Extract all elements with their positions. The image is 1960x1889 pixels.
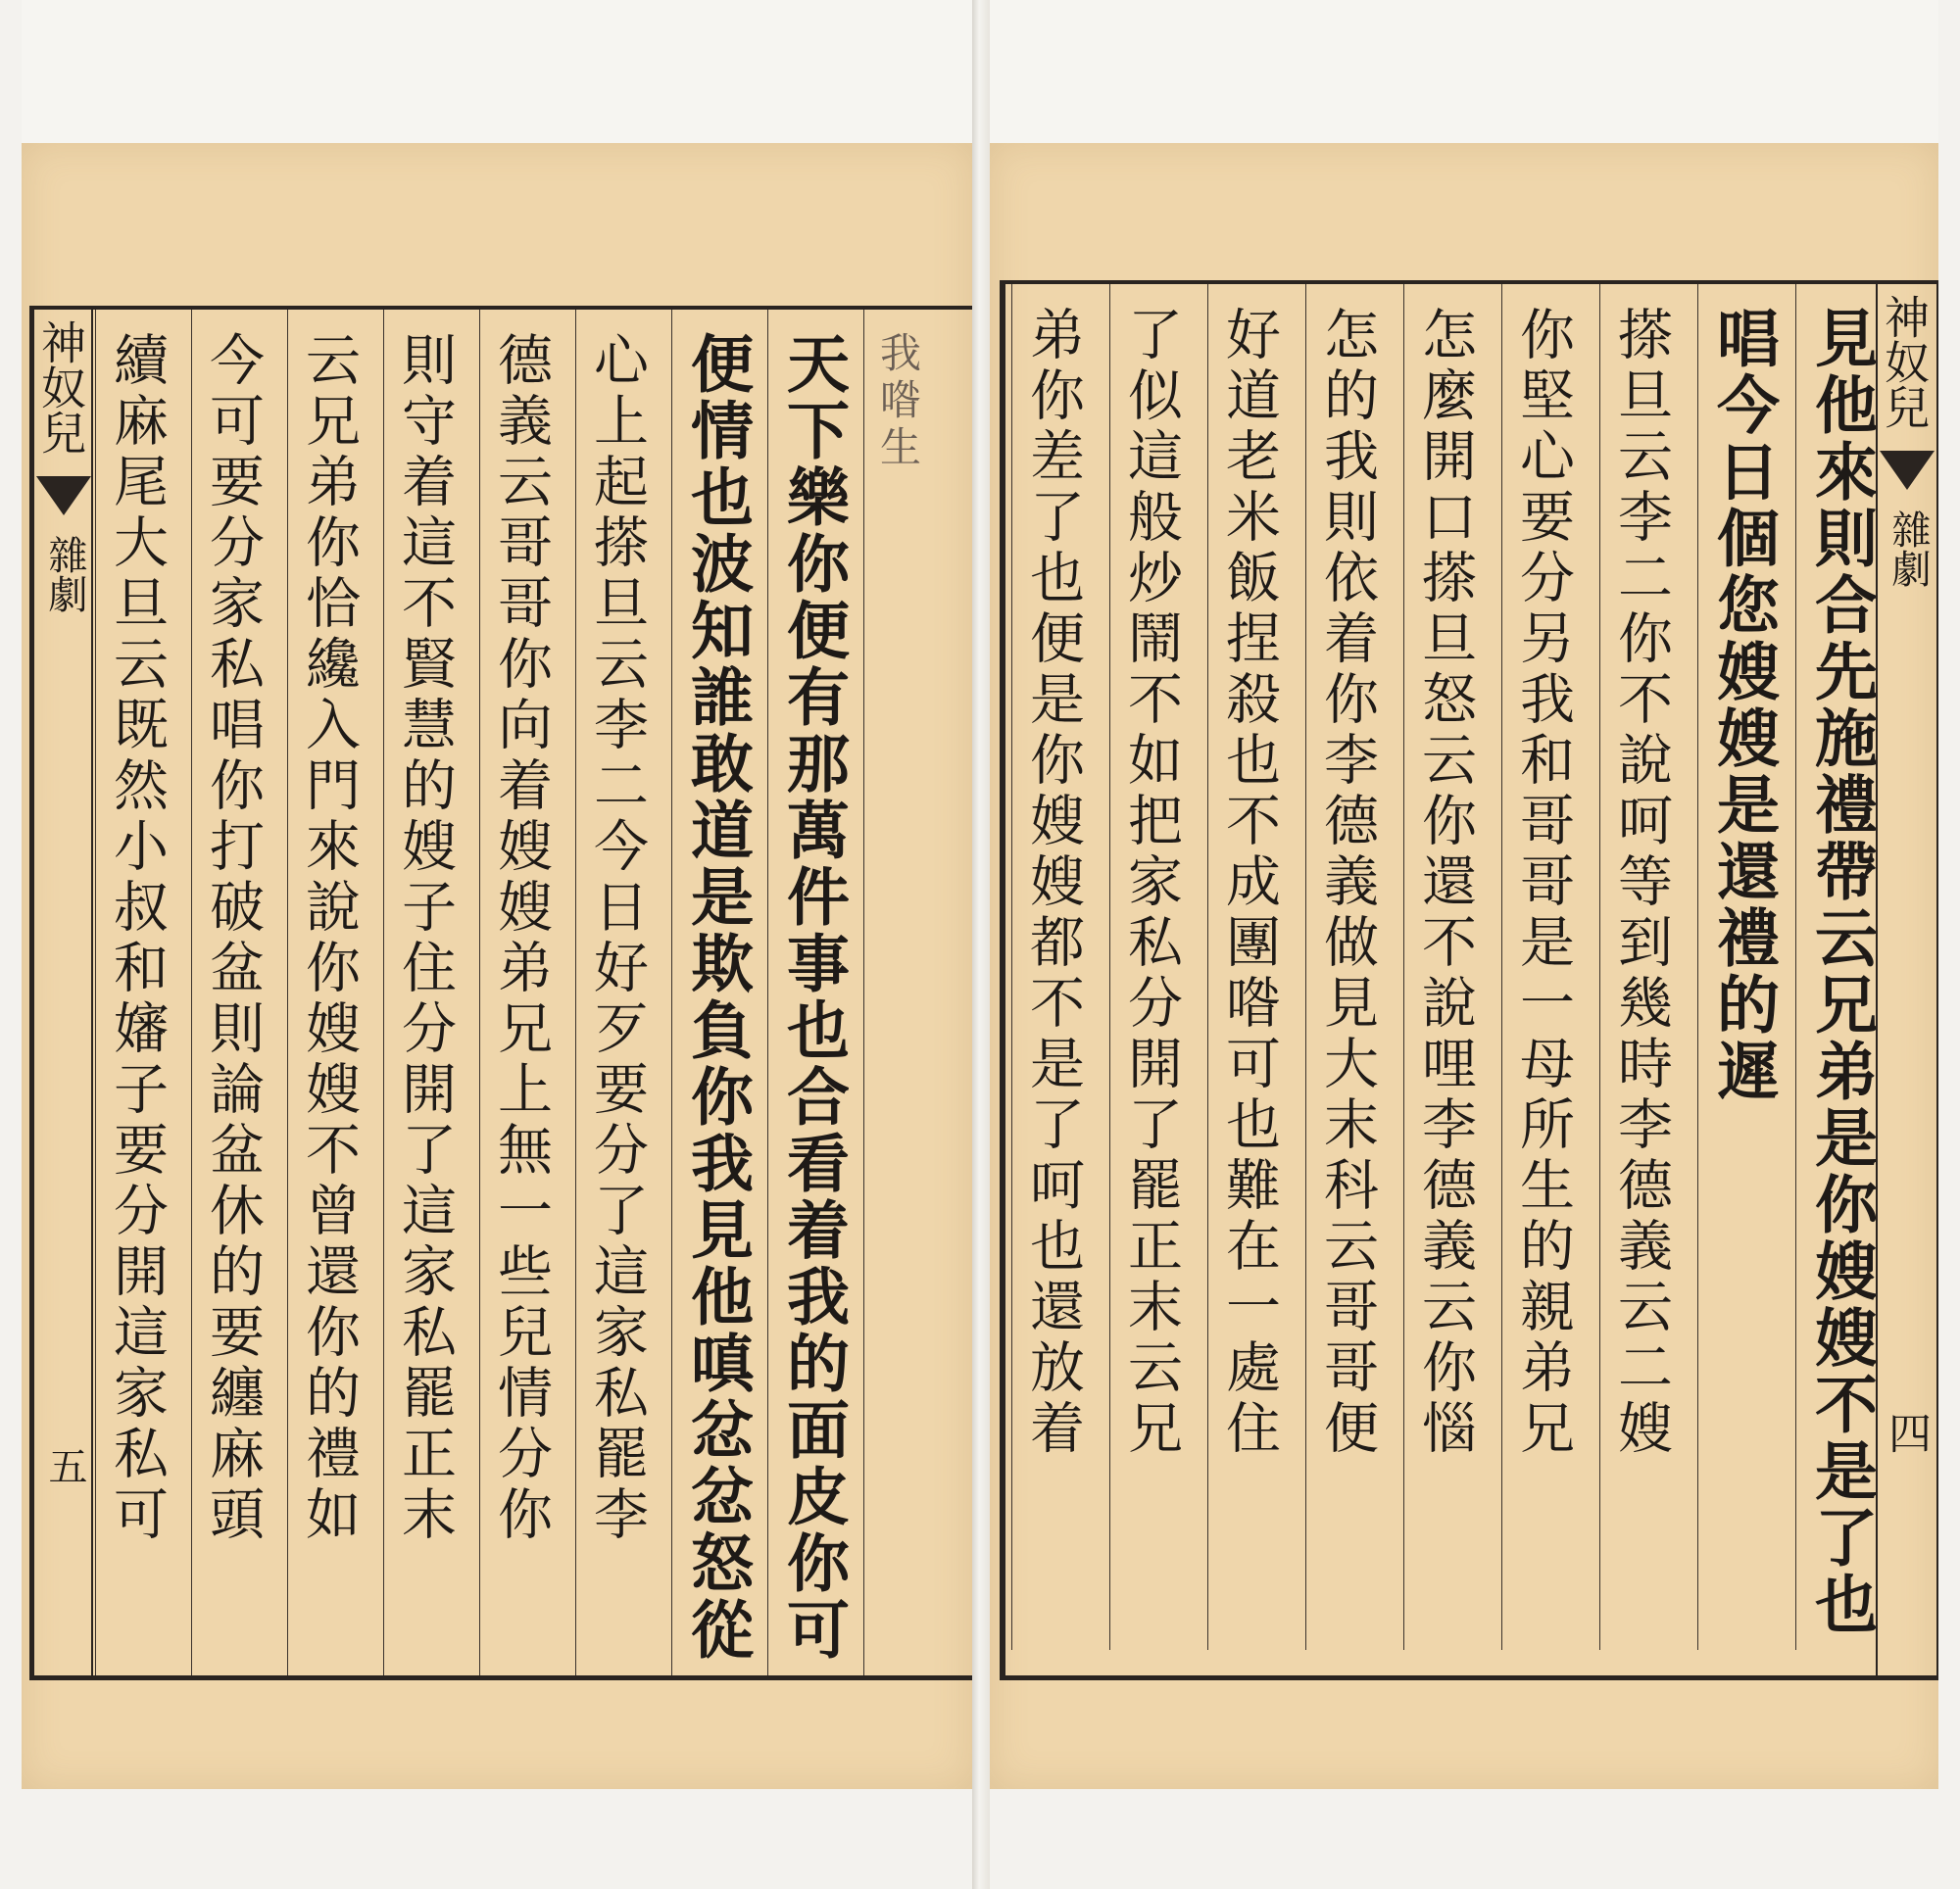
left-page-frame	[29, 306, 975, 1680]
column-rule	[1207, 284, 1208, 1650]
column-rule	[767, 310, 768, 1675]
right-folio-number: 四	[1881, 1411, 1931, 1454]
right-page-column-3: 搽旦云李二你不說呵等到幾時李德義云二嫂	[1609, 306, 1673, 1460]
right-banner-title: 神奴兒	[1878, 294, 1931, 429]
right-banner-column	[1876, 284, 1936, 1675]
column-rule	[1011, 284, 1012, 1650]
right-page-column-4: 你堅心要分另我和哥哥是一母所生的親弟兄	[1511, 306, 1575, 1460]
column-rule	[1697, 284, 1698, 1650]
left-page-column-4: 心上起搽旦云李二今日好歹要分了這家私罷李	[585, 331, 649, 1546]
left-page-column-8: 今可要分家私唱你打破盆則論盆休的要纏麻頭	[201, 331, 265, 1546]
column-rule	[1599, 284, 1600, 1650]
column-rule	[95, 310, 96, 1675]
column-rule	[671, 310, 672, 1675]
left-page-column-1: 我喒生	[874, 331, 922, 472]
right-page-column-5: 怎麼開口搽旦怒云你還不說哩李德義云你惱	[1413, 306, 1477, 1460]
column-rule	[383, 310, 384, 1675]
right-page-column-8: 了似這般炒鬧不如把家私分開了罷正末云兄	[1119, 306, 1183, 1460]
right-page-column-7: 好道老米飯捏殺也不成團喒可也難在一處住	[1217, 306, 1281, 1460]
left-banner-title: 神奴兒	[34, 319, 87, 455]
left-page-column-2: 天下樂你便有那萬件事也合看着我的面皮你可	[776, 331, 850, 1664]
right-page-column-9: 弟你差了也便是你嫂嫂都不是了呵也還放着	[1021, 306, 1085, 1460]
column-rule	[1109, 284, 1110, 1650]
column-rule	[479, 310, 480, 1675]
left-page-top-margin	[22, 0, 972, 143]
right-page-column-1: 見他來則合先施禮帶云兄弟是你嫂嫂不是了也	[1804, 306, 1878, 1638]
column-rule	[191, 310, 192, 1675]
left-folio-number: 五	[42, 1446, 87, 1485]
left-page-column-6: 則守着這不賢慧的嫂子住分開了這家私罷正末	[393, 331, 457, 1546]
right-page-top-margin	[990, 0, 1938, 143]
column-rule	[1403, 284, 1404, 1650]
fish-tail-mark	[36, 476, 91, 515]
right-page-column-2: 唱今日個您嫂嫂是還禮的遲	[1706, 306, 1780, 1105]
right-page-frame	[1000, 280, 1938, 1680]
left-page-column-3: 便情也波知誰敢道是欺負你我見他嗔忿忿怒從	[680, 331, 754, 1664]
left-page-column-9: 續麻尾大旦云既然小叔和嬸子要分開這家私可	[105, 331, 169, 1546]
book-gutter	[972, 0, 990, 1889]
fish-tail-mark	[1880, 451, 1935, 490]
left-banner-subtitle: 雜劇	[42, 535, 87, 613]
column-rule	[287, 310, 288, 1675]
column-rule	[863, 310, 864, 1675]
column-rule	[1305, 284, 1306, 1650]
left-page-column-5: 德義云哥哥你向着嫂嫂弟兄上無一些兒情分你	[489, 331, 553, 1546]
column-rule	[1795, 284, 1796, 1650]
right-banner-subtitle: 雜劇	[1886, 509, 1931, 588]
left-banner-column	[34, 310, 93, 1675]
column-rule	[575, 310, 576, 1675]
right-page-column-6: 怎的我則依着你李德義做見大末科云哥哥便	[1315, 306, 1379, 1460]
column-rule	[1501, 284, 1502, 1650]
left-page-column-7: 云兄弟你恰纔入門來說你嫂嫂不曾還你的禮如	[297, 331, 361, 1546]
